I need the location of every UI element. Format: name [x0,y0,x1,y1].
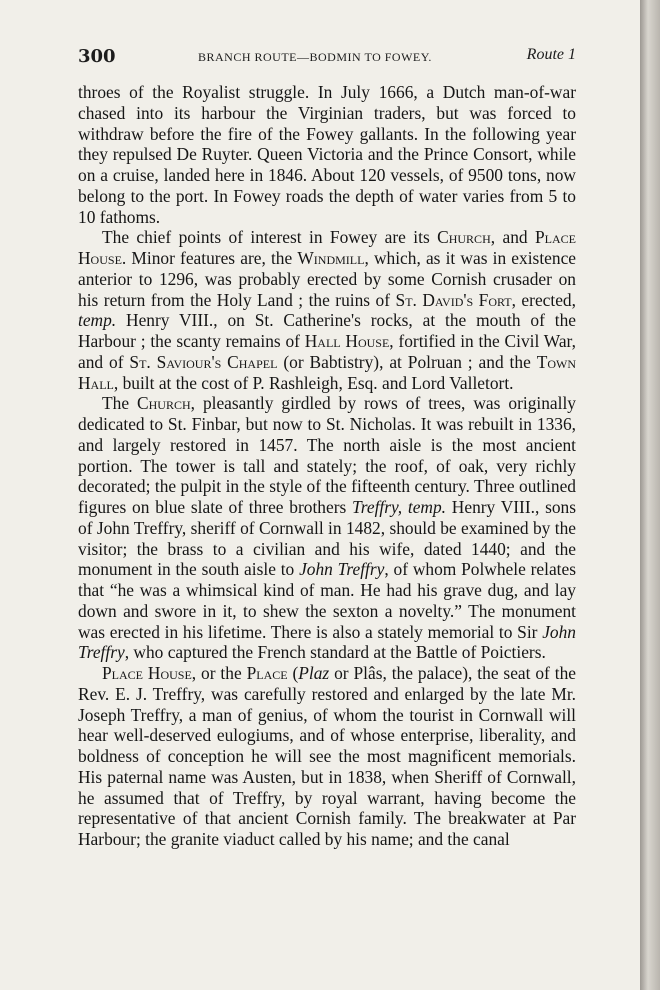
small-caps-run: Hall House [304,331,390,351]
small-caps-run: Town Hall [78,351,576,393]
text-run: Henry VIII., on St. Catherine's rocks, at the mouth of the Harbour ; the scanty remains of [78,310,576,351]
small-caps-run: St. Saviour's Chapel [129,351,278,372]
text-run: , of whom Polwhele relates that “he was a whimsical kind of man. He had his grave dug, and lay down and swore in it, to shew the sexton a novelty.” The monument was erected in his lifetime. There is also a stately memorial to Sir [78,559,576,642]
text-run: , pleasantly girdled by rows of trees, was originally dedicated to St. Finbar, but now to St. Nicholas. It was rebuilt in 1336, and largely restored in 1457. The north aisle is the most ancient portion. The tower is tall and stately; the roof, of oak, very richly decorated; the pulpit in the style of the fifteenth century. Three outlined figures on blue slate of three brothers [78,393,576,517]
text-run: . Minor features are, the [121,248,298,268]
text-run: Henry VIII., sons of John Treffry, sheriff of Cornwall in 1482, should be examined by the visitor; the brass to a civilian and his wife, dated 1440; and the monument in the south aisle to [78,497,577,580]
text-run: The chief points of interest in Fowey are its [102,227,438,248]
text-run: throes of the Royalist struggle. In July 1666, a Dutch man-of-war chased into its harbour the Virginian traders, but was forced to withdraw before the fire of the Fowey gallants. In the following year they repulsed De Ruyter. Queen Victoria and the Prince Consort, while on a cruise, landed here in 1846. About 120 vessels, of 9500 tons, now belong to the port. In Fowey roads the depth of water varies from 5 to 10 fathoms. [78,82,576,227]
text-run: , erected, [511,289,576,310]
italic-run: Treffry, temp. [352,497,447,517]
paragraph-3 [78,393,576,663]
text-run: , and [490,227,535,248]
small-caps-run: Church [137,393,191,414]
paragraph-2 [78,227,576,393]
italic-run: John Treffry [299,559,385,580]
paragraph-4 [78,663,576,850]
page-number: 300 [78,46,116,67]
small-caps-run: St. David's Fort [395,289,512,310]
paragraph-1 [78,82,576,227]
text-run: , which, as it was in existence anterior to 1296, was probably erected by some Cornish crusader on his return from the Holy Land ; the ruins of [78,248,577,310]
italic-run: Plaz [298,663,330,683]
body-text [78,82,576,850]
text-run: , or the [191,663,247,683]
text-run: or Plâs, the palace), the seat of the Rev. E. J. Treffry, was carefully restored and enlarged by the late Mr. Joseph Treffry, a man of genius, of whom the tourist in Cornwall will hear well-deserved eulogiums, and of whose enterprise, liberality, and boldness of conception he will see the most magnificent memorials. His paternal name was Austen, but in 1838, when Sheriff of Cornwall, he assumed that of Treffry, by royal warrant, having become the representative of that ancient Cornish family. The breakwater at Par Harbour; the granite viaduct called by his name; and the canal [78,663,576,849]
italic-run: temp. [78,310,117,331]
route-label: Route 1 [526,46,576,63]
running-title: BRANCH ROUTE—BODMIN TO FOWEY. [198,50,432,64]
text-run: The [102,393,138,414]
text-run: ( [287,663,299,683]
text-run: , built at the cost of P. Rashleigh, Esq. and Lord Valletort. [113,372,514,393]
small-caps-run: Place [246,663,288,683]
text-run: , fortified in the Civil War, and of [78,331,576,372]
text-run: (or Babtistry), at Polruan ; and the [277,351,537,372]
italic-run: John Treffry [78,621,576,663]
small-caps-run: Windmill [297,248,365,268]
page-header [78,46,576,68]
small-caps-run: Place House [78,227,577,268]
text-run: , who captured the French standard at the Battle of Poictiers. [124,642,546,663]
small-caps-run: Place House [102,663,192,683]
small-caps-run: Church [437,227,491,248]
page-edge-shadow [640,0,660,990]
